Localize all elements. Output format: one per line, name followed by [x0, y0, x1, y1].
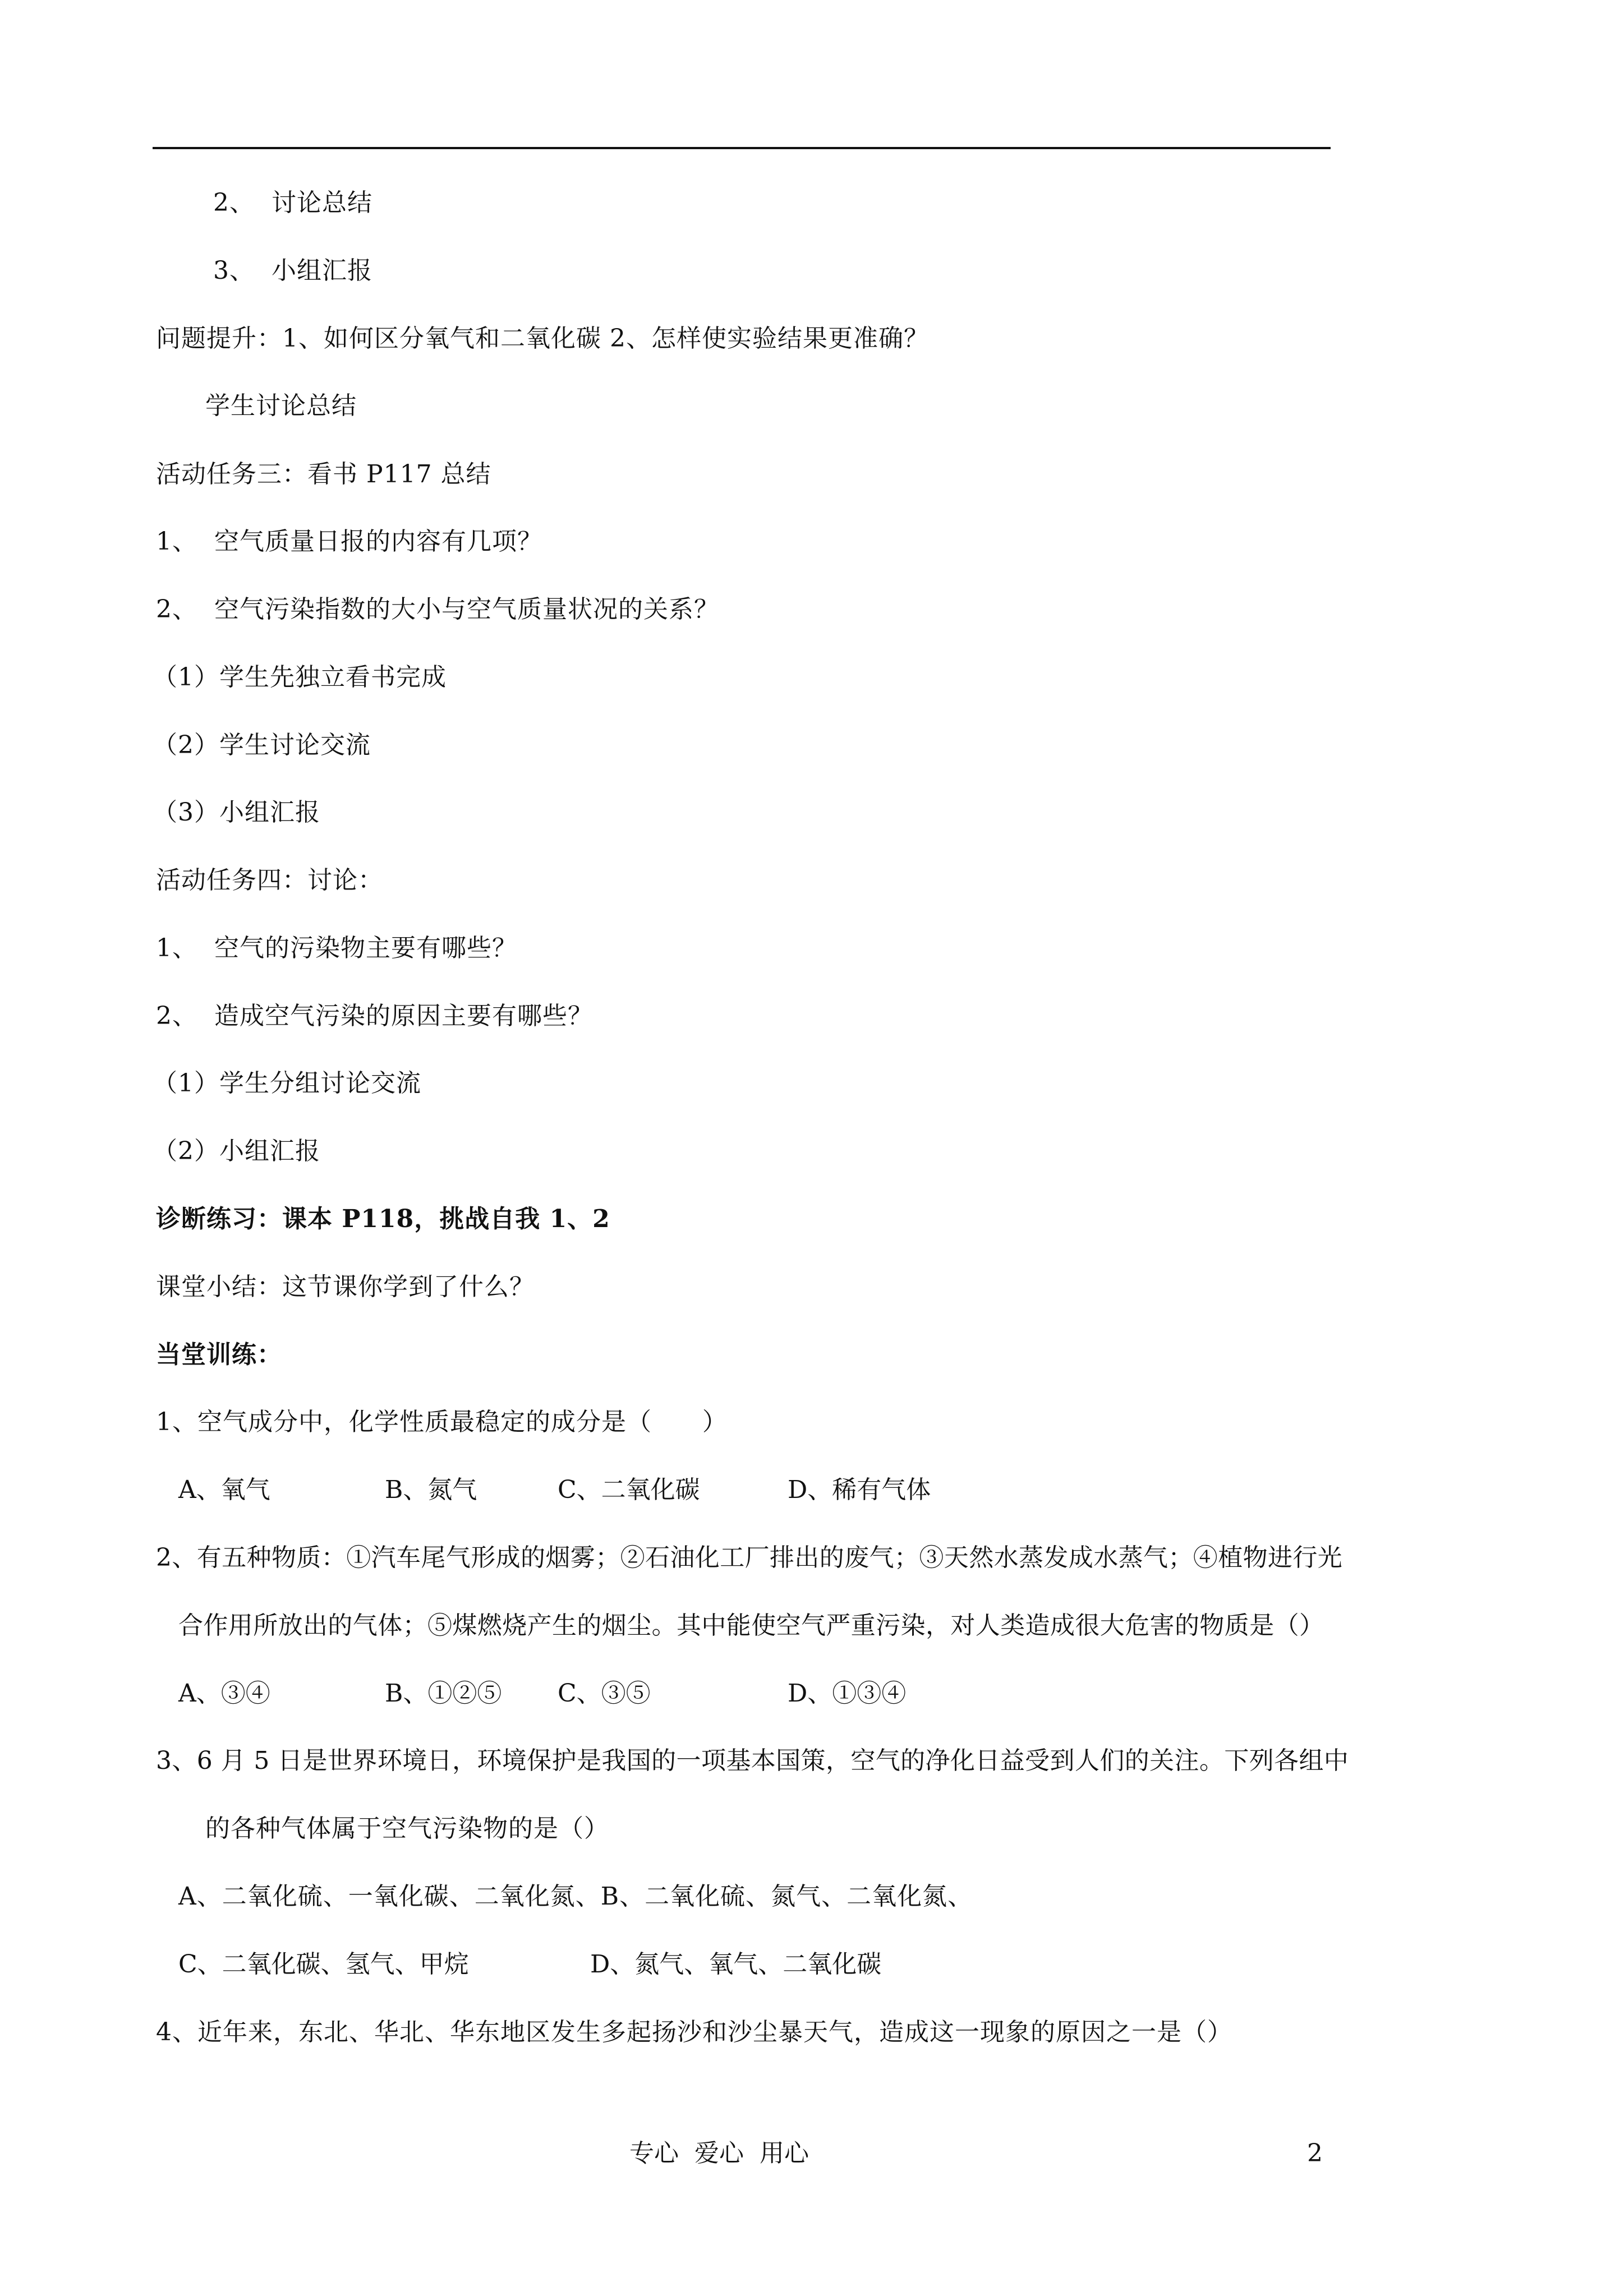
- q1-option-b: B、氮气: [385, 1476, 477, 1504]
- q2-option-c: C、③⑤: [558, 1679, 651, 1708]
- student-discussion-summary: 学生讨论总结: [205, 391, 357, 420]
- q3-option-c: C、二氧化碳、氢气、甲烷: [178, 1950, 469, 1979]
- task-three-step-2: （2）学生讨论交流: [153, 731, 371, 759]
- q2-option-a: A、③④: [178, 1679, 270, 1708]
- task-four-step-2: （2）小组汇报: [153, 1137, 320, 1165]
- question-4: 4、近年来，东北、华北、华东地区发生多起扬沙和沙尘暴天气，造成这一现象的原因之一是（）: [156, 2018, 1232, 2046]
- q3-option-d: D、氮气、氧气、二氧化碳: [590, 1950, 882, 1979]
- activity-task-four: 活动任务四：讨论：: [156, 866, 383, 895]
- question-3-line-1: 3、6 月 5 日是世界环境日，环境保护是我国的一项基本国策，空气的净化日益受到人们的关注。下列各组中: [156, 1746, 1349, 1775]
- question-2-line-2: 合作用所放出的气体；⑤煤燃烧产生的烟尘。其中能使空气严重污染，对人类造成很大危害的物质是（）: [178, 1611, 1324, 1640]
- task-four-item-2: 2、 造成空气污染的原因主要有哪些？: [156, 1002, 593, 1030]
- footer-motto: 专心 爱心 用心: [629, 2139, 809, 2168]
- question-3-line-2: 的各种气体属于空气污染物的是（）: [205, 1814, 609, 1843]
- task-three-step-3: （3）小组汇报: [153, 798, 320, 827]
- page-number: 2: [1307, 2139, 1323, 2168]
- task-three-item-2: 2、 空气污染指数的大小与空气质量状况的关系？: [156, 595, 719, 624]
- step-2-discuss-summary: 2、 讨论总结: [213, 188, 372, 217]
- question-upgrade: 问题提升：1、如何区分氧气和二氧化碳 2、怎样使实验结果更准确？: [156, 324, 929, 353]
- activity-task-three: 活动任务三：看书 P117 总结: [156, 460, 491, 488]
- question-1-options: [178, 1474, 1300, 1506]
- in-class-training-heading: 当堂训练：: [156, 1340, 282, 1369]
- q1-option-d: D、稀有气体: [788, 1476, 931, 1504]
- q2-option-d: D、①③④: [788, 1679, 907, 1708]
- question-3-options-cd: [178, 1949, 1300, 1980]
- q1-option-c: C、二氧化碳: [558, 1476, 700, 1504]
- task-three-step-1: （1）学生先独立看书完成: [153, 663, 447, 691]
- step-3-group-report: 3、 小组汇报: [213, 256, 372, 285]
- header-rule: [153, 147, 1331, 149]
- q2-option-b: B、①②⑤: [385, 1679, 502, 1708]
- question-2-line-1: 2、有五种物质：①汽车尾气形成的烟雾；②石油化工厂排出的废气；③天然水蒸发成水蒸气；④植物进行光: [156, 1543, 1343, 1572]
- question-3-options-ab: A、二氧化硫、一氧化碳、二氧化氮、B、二氧化硫、氮气、二氧化氮、: [178, 1882, 973, 1911]
- question-2-options: [178, 1678, 1300, 1709]
- task-three-item-1: 1、 空气质量日报的内容有几项？: [156, 527, 542, 556]
- diagnostic-practice: 诊断练习：课本 P118，挑战自我 1、2: [156, 1205, 610, 1233]
- q1-option-a: A、氧气: [178, 1476, 270, 1504]
- class-summary: 课堂小结：这节课你学到了什么？: [156, 1273, 535, 1301]
- task-four-item-1: 1、 空气的污染物主要有哪些？: [156, 934, 517, 962]
- task-four-step-1: （1）学生分组讨论交流: [153, 1069, 421, 1098]
- question-1: 1、空气成分中，化学性质最稳定的成分是（ ）: [156, 1408, 728, 1436]
